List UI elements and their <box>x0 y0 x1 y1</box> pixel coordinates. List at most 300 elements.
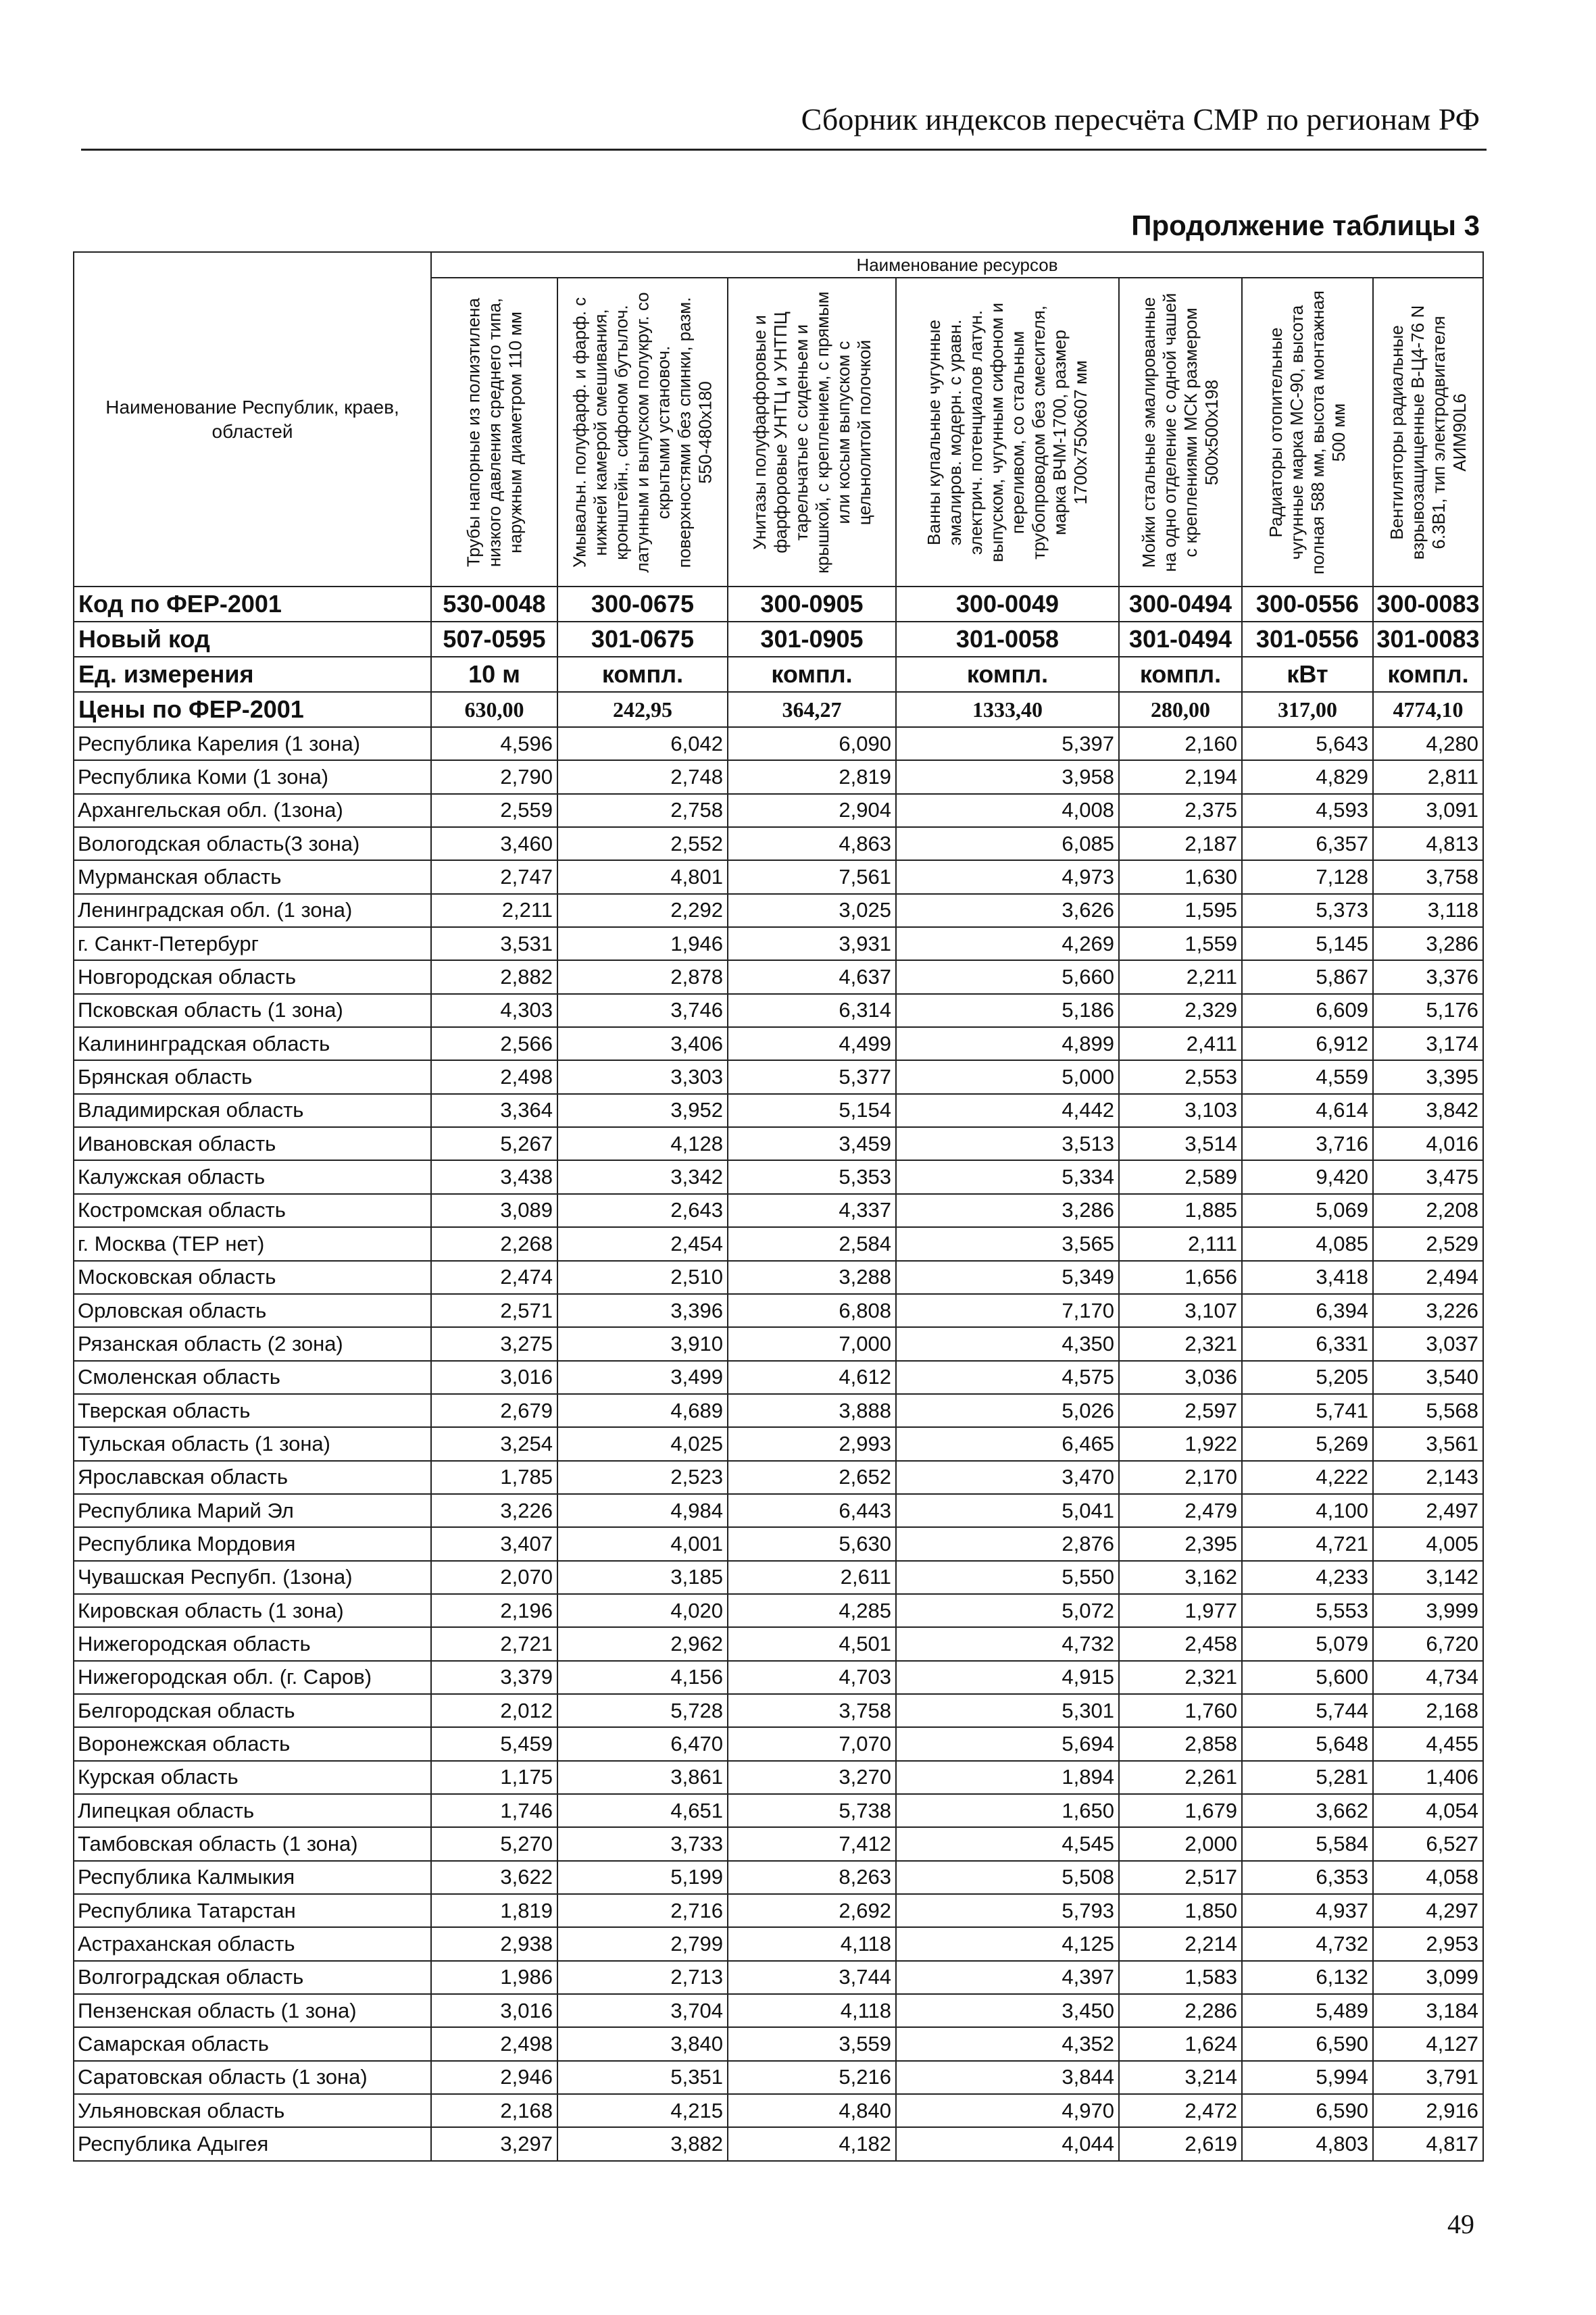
index-value: 2,584 <box>728 1227 896 1260</box>
index-value: 2,321 <box>1119 1661 1242 1694</box>
index-value: 2,619 <box>1119 2127 1242 2160</box>
index-value: 2,529 <box>1373 1227 1483 1260</box>
index-value: 4,182 <box>728 2127 896 2160</box>
region-name: Липецкая область <box>74 1794 431 1827</box>
region-name: Кировская область (1 зона) <box>74 1594 431 1627</box>
index-value: 4,915 <box>896 1661 1119 1694</box>
index-value: 3,396 <box>557 1294 728 1327</box>
index-value: 4,455 <box>1373 1727 1483 1760</box>
index-value: 3,418 <box>1242 1261 1373 1294</box>
new-code-cell: 301-0083 <box>1373 622 1483 657</box>
table-row <box>74 927 1483 960</box>
table-row <box>74 994 1483 1027</box>
index-value: 3,406 <box>557 1027 728 1060</box>
index-value: 2,643 <box>557 1194 728 1227</box>
index-value: 4,352 <box>896 2027 1119 2060</box>
index-value: 3,297 <box>431 2127 557 2160</box>
index-value: 4,732 <box>1242 1927 1373 1960</box>
table-row <box>74 1994 1483 2027</box>
resource-header-label: Вентиляторы радиальные взрывозащищенные В-Ц4-76 N 6.3В1, тип электродвигателя АИМ90L6 <box>1386 305 1470 559</box>
index-value: 4,442 <box>896 1094 1119 1127</box>
index-value: 4,596 <box>431 727 557 760</box>
region-name: Пензенская область (1 зона) <box>74 1994 431 2027</box>
index-value: 5,349 <box>896 1261 1119 1294</box>
table-row <box>74 1927 1483 1960</box>
index-value: 3,288 <box>728 1261 896 1294</box>
index-value: 2,819 <box>728 760 896 793</box>
index-value: 2,187 <box>1119 827 1242 860</box>
index-value: 2,611 <box>728 1561 896 1594</box>
index-value: 2,799 <box>557 1927 728 1960</box>
index-value: 2,748 <box>557 760 728 793</box>
index-value: 3,758 <box>728 1694 896 1727</box>
price-cell: 1333,40 <box>896 692 1119 727</box>
table-row <box>74 2127 1483 2160</box>
unit-cell: компл. <box>1373 657 1483 692</box>
index-value: 2,878 <box>557 960 728 993</box>
index-value: 4,545 <box>896 1827 1119 1860</box>
index-value: 5,000 <box>896 1060 1119 1093</box>
index-value: 3,758 <box>1373 860 1483 893</box>
code-cell: 300-0905 <box>728 587 896 622</box>
index-value: 3,882 <box>557 2127 728 2160</box>
index-value: 4,803 <box>1242 2127 1373 2160</box>
index-value: 2,454 <box>557 1227 728 1260</box>
index-value: 2,214 <box>1119 1927 1242 1960</box>
index-value: 2,790 <box>431 760 557 793</box>
unit-cell: компл. <box>1119 657 1242 692</box>
region-name: Костромская область <box>74 1194 431 1227</box>
index-value: 3,888 <box>728 1394 896 1427</box>
row-label: Новый код <box>74 622 431 657</box>
unit-cell: компл. <box>557 657 728 692</box>
index-value: 4,575 <box>896 1361 1119 1394</box>
index-value: 4,280 <box>1373 727 1483 760</box>
index-value: 3,999 <box>1373 1594 1483 1627</box>
price-cell: 280,00 <box>1119 692 1242 727</box>
index-value: 4,222 <box>1242 1461 1373 1494</box>
index-value: 1,595 <box>1119 894 1242 927</box>
index-value: 4,085 <box>1242 1227 1373 1260</box>
table-row <box>74 2061 1483 2094</box>
index-value: 4,297 <box>1373 1894 1483 1927</box>
index-value: 4,233 <box>1242 1561 1373 1594</box>
table-row <box>74 1160 1483 1193</box>
index-value: 2,474 <box>431 1261 557 1294</box>
index-value: 3,379 <box>431 1661 557 1694</box>
resource-header-label: Унитазы полуфарфоровые и фарфоровые УНТЦ и УНТПЦ тарельчатые с сиденьем и крышкой, с креплением, с прямым или косым выпуском с цельнолитой полочкой <box>749 291 874 574</box>
index-value: 5,216 <box>728 2061 896 2094</box>
index-value: 2,329 <box>1119 994 1242 1027</box>
table-row <box>74 1494 1483 1527</box>
index-value: 5,600 <box>1242 1661 1373 1694</box>
region-name: Брянская область <box>74 1060 431 1093</box>
new-code-cell: 507-0595 <box>431 622 557 657</box>
region-name: Республика Марий Эл <box>74 1494 431 1527</box>
table-row <box>74 794 1483 827</box>
index-value: 6,085 <box>896 827 1119 860</box>
index-value: 2,811 <box>1373 760 1483 793</box>
index-value: 4,501 <box>728 1627 896 1660</box>
code-cell: 300-0675 <box>557 587 728 622</box>
index-value: 2,747 <box>431 860 557 893</box>
unit-cell: 10 м <box>431 657 557 692</box>
region-name: Новгородская область <box>74 960 431 993</box>
index-value: 3,531 <box>431 927 557 960</box>
index-value: 6,353 <box>1242 1861 1373 1894</box>
index-value: 2,517 <box>1119 1861 1242 1894</box>
index-value: 6,090 <box>728 727 896 760</box>
index-value: 1,922 <box>1119 1427 1242 1460</box>
index-value: 1,819 <box>431 1894 557 1927</box>
index-value: 3,286 <box>896 1194 1119 1227</box>
index-value: 2,458 <box>1119 1627 1242 1660</box>
table-row <box>74 1594 1483 1627</box>
index-value: 4,058 <box>1373 1861 1483 1894</box>
index-value: 4,001 <box>557 1527 728 1560</box>
index-value: 5,694 <box>896 1727 1119 1760</box>
table-row <box>74 1361 1483 1394</box>
region-name: Тульская область (1 зона) <box>74 1427 431 1460</box>
region-name: Ульяновская область <box>74 2094 431 2127</box>
table-row <box>74 1394 1483 1427</box>
index-value: 4,614 <box>1242 1094 1373 1127</box>
index-value: 7,412 <box>728 1827 896 1860</box>
index-value: 5,738 <box>728 1794 896 1827</box>
region-name: Самарская область <box>74 2027 431 2060</box>
index-value: 3,364 <box>431 1094 557 1127</box>
index-value: 5,145 <box>1242 927 1373 960</box>
index-value: 4,025 <box>557 1427 728 1460</box>
index-value: 3,622 <box>431 1861 557 1894</box>
index-value: 2,211 <box>431 894 557 927</box>
index-value: 3,037 <box>1373 1327 1483 1360</box>
index-value: 3,016 <box>431 1994 557 2027</box>
region-name: Республика Мордовия <box>74 1527 431 1560</box>
unit-cell: компл. <box>728 657 896 692</box>
index-value: 2,904 <box>728 794 896 827</box>
index-value: 2,196 <box>431 1594 557 1627</box>
index-value: 3,958 <box>896 760 1119 793</box>
index-value: 4,637 <box>728 960 896 993</box>
index-value: 1,894 <box>896 1761 1119 1794</box>
index-value: 5,281 <box>1242 1761 1373 1794</box>
index-value: 4,215 <box>557 2094 728 2127</box>
region-name: Вологодская область(3 зона) <box>74 827 431 860</box>
index-value: 2,953 <box>1373 1927 1483 1960</box>
resource-header <box>431 278 557 587</box>
table-row <box>74 1827 1483 1860</box>
index-value: 4,008 <box>896 794 1119 827</box>
region-name: Ленинградская обл. (1 зона) <box>74 894 431 927</box>
index-value: 4,689 <box>557 1394 728 1427</box>
index-value: 4,734 <box>1373 1661 1483 1694</box>
index-value: 3,931 <box>728 927 896 960</box>
index-value: 2,000 <box>1119 1827 1242 1860</box>
index-value: 4,973 <box>896 860 1119 893</box>
index-value: 2,292 <box>557 894 728 927</box>
row-label: Ед. измерения <box>74 657 431 692</box>
index-value: 4,127 <box>1373 2027 1483 2060</box>
index-value: 2,882 <box>431 960 557 993</box>
region-name: г. Москва (ТЕР нет) <box>74 1227 431 1260</box>
index-value: 3,089 <box>431 1194 557 1227</box>
resource-header-label: Умывальн. полуфарф. и фарф. с нижней камерой смешивания, кронштейн., сифоном бутылоч. латунным и выпуском полукруг. со скрытыми установоч. поверхностями без спинки, разм. 550-480х180 <box>569 291 716 573</box>
index-value: 5,205 <box>1242 1361 1373 1394</box>
region-name: Нижегородская область <box>74 1627 431 1660</box>
index-value: 4,054 <box>1373 1794 1483 1827</box>
index-value: 5,176 <box>1373 994 1483 1027</box>
index-value: 2,993 <box>728 1427 896 1460</box>
index-value: 3,342 <box>557 1160 728 1193</box>
index-value: 5,267 <box>431 1127 557 1160</box>
index-value: 5,334 <box>896 1160 1119 1193</box>
index-value: 2,170 <box>1119 1461 1242 1494</box>
index-value: 5,648 <box>1242 1727 1373 1760</box>
index-value: 5,728 <box>557 1694 728 1727</box>
index-value: 5,377 <box>728 1060 896 1093</box>
index-value: 9,420 <box>1242 1160 1373 1193</box>
index-value: 3,459 <box>728 1127 896 1160</box>
index-value: 4,100 <box>1242 1494 1373 1527</box>
index-value: 6,042 <box>557 727 728 760</box>
index-value: 7,561 <box>728 860 896 893</box>
index-value: 6,590 <box>1242 2094 1373 2127</box>
index-value: 2,261 <box>1119 1761 1242 1794</box>
index-value: 2,498 <box>431 2027 557 2060</box>
table-row <box>74 1561 1483 1594</box>
index-value: 4,829 <box>1242 760 1373 793</box>
index-value: 2,758 <box>557 794 728 827</box>
index-value: 1,624 <box>1119 2027 1242 2060</box>
index-value: 3,844 <box>896 2061 1119 2094</box>
index-value: 3,475 <box>1373 1160 1483 1193</box>
index-value: 2,713 <box>557 1961 728 1994</box>
index-value: 5,508 <box>896 1861 1119 1894</box>
index-value: 3,395 <box>1373 1060 1483 1093</box>
index-value: 6,609 <box>1242 994 1373 1027</box>
region-name: Белгородская область <box>74 1694 431 1727</box>
index-value: 3,460 <box>431 827 557 860</box>
index-value: 2,566 <box>431 1027 557 1060</box>
index-value: 3,118 <box>1373 894 1483 927</box>
resource-header-label: Радиаторы отопительные чугунные марка МС-90, высота полная 588 мм, высота монтажная 500 мм <box>1266 290 1349 574</box>
index-value: 4,937 <box>1242 1894 1373 1927</box>
index-value: 4,397 <box>896 1961 1119 1994</box>
unit-row <box>74 657 1483 692</box>
index-value: 3,099 <box>1373 1961 1483 1994</box>
index-value: 1,679 <box>1119 1794 1242 1827</box>
region-name-header: Наименование Республик, краев, областей <box>74 252 431 587</box>
new-code-row <box>74 622 1483 657</box>
index-value: 3,303 <box>557 1060 728 1093</box>
table-row <box>74 1794 1483 1827</box>
index-value: 3,514 <box>1119 1127 1242 1160</box>
price-cell: 4774,10 <box>1373 692 1483 727</box>
index-value: 3,513 <box>896 1127 1119 1160</box>
new-code-cell: 301-0058 <box>896 622 1119 657</box>
index-value: 4,801 <box>557 860 728 893</box>
resource-header <box>1119 278 1242 587</box>
index-value: 6,808 <box>728 1294 896 1327</box>
index-value: 6,470 <box>557 1727 728 1760</box>
region-name: Тамбовская область (1 зона) <box>74 1827 431 1860</box>
index-value: 1,785 <box>431 1461 557 1494</box>
index-value: 1,850 <box>1119 1894 1242 1927</box>
table-row <box>74 1060 1483 1093</box>
index-value: 2,012 <box>431 1694 557 1727</box>
index-value: 4,350 <box>896 1327 1119 1360</box>
index-value: 4,156 <box>557 1661 728 1694</box>
code-cell: 530-0048 <box>431 587 557 622</box>
code-cell: 300-0049 <box>896 587 1119 622</box>
index-value: 3,626 <box>896 894 1119 927</box>
index-value: 2,479 <box>1119 1494 1242 1527</box>
index-value: 2,168 <box>1373 1694 1483 1727</box>
row-label: Код по ФЕР-2001 <box>74 587 431 622</box>
index-value: 3,565 <box>896 1227 1119 1260</box>
index-value: 4,817 <box>1373 2127 1483 2160</box>
row-label: Цены по ФЕР-2001 <box>74 692 431 727</box>
index-value: 3,910 <box>557 1327 728 1360</box>
page-number: 49 <box>1447 2209 1474 2239</box>
table-row <box>74 1527 1483 1560</box>
index-value: 4,285 <box>728 1594 896 1627</box>
index-value: 2,395 <box>1119 1527 1242 1560</box>
index-value: 5,643 <box>1242 727 1373 760</box>
region-name: Республика Коми (1 зона) <box>74 760 431 793</box>
index-value: 2,589 <box>1119 1160 1242 1193</box>
region-name: Архангельская обл. (1зона) <box>74 794 431 827</box>
table-row <box>74 1261 1483 1294</box>
index-value: 3,185 <box>557 1561 728 1594</box>
index-value: 6,132 <box>1242 1961 1373 1994</box>
region-name: Курская область <box>74 1761 431 1794</box>
index-value: 4,732 <box>896 1627 1119 1660</box>
table-row <box>74 1294 1483 1327</box>
index-value: 1,559 <box>1119 927 1242 960</box>
index-value: 2,375 <box>1119 794 1242 827</box>
index-value: 6,331 <box>1242 1327 1373 1360</box>
index-value: 3,470 <box>896 1461 1119 1494</box>
resource-header <box>1242 278 1373 587</box>
index-value: 6,465 <box>896 1427 1119 1460</box>
index-value: 4,118 <box>728 1927 896 1960</box>
table-row <box>74 1727 1483 1760</box>
index-value: 3,184 <box>1373 1994 1483 2027</box>
region-name: Владимирская область <box>74 1094 431 1127</box>
index-value: 3,733 <box>557 1827 728 1860</box>
index-value: 5,660 <box>896 960 1119 993</box>
index-value: 3,861 <box>557 1761 728 1794</box>
index-value: 3,561 <box>1373 1427 1483 1460</box>
index-value: 6,357 <box>1242 827 1373 860</box>
index-value: 5,584 <box>1242 1827 1373 1860</box>
index-value: 3,091 <box>1373 794 1483 827</box>
index-value: 2,472 <box>1119 2094 1242 2127</box>
index-value: 2,510 <box>557 1261 728 1294</box>
index-value: 5,630 <box>728 1527 896 1560</box>
index-value: 3,438 <box>431 1160 557 1193</box>
index-value: 3,270 <box>728 1761 896 1794</box>
index-value: 1,650 <box>896 1794 1119 1827</box>
table-row <box>74 1427 1483 1460</box>
index-value: 2,721 <box>431 1627 557 1660</box>
index-value: 3,174 <box>1373 1027 1483 1060</box>
price-cell: 242,95 <box>557 692 728 727</box>
new-code-cell: 301-0905 <box>728 622 896 657</box>
index-value: 5,397 <box>896 727 1119 760</box>
region-name: Псковская область (1 зона) <box>74 994 431 1027</box>
index-value: 6,720 <box>1373 1627 1483 1660</box>
index-value: 1,630 <box>1119 860 1242 893</box>
index-value: 5,741 <box>1242 1394 1373 1427</box>
index-value: 4,499 <box>728 1027 896 1060</box>
index-value: 3,842 <box>1373 1094 1483 1127</box>
index-value: 3,376 <box>1373 960 1483 993</box>
index-value: 2,168 <box>431 2094 557 2127</box>
index-value: 3,744 <box>728 1961 896 1994</box>
region-name: Тверская область <box>74 1394 431 1427</box>
table-row <box>74 1227 1483 1260</box>
table-row <box>74 1027 1483 1060</box>
table-row <box>74 1961 1483 1994</box>
index-value: 2,321 <box>1119 1327 1242 1360</box>
index-value: 2,571 <box>431 1294 557 1327</box>
index-value: 5,568 <box>1373 1394 1483 1427</box>
index-value: 6,590 <box>1242 2027 1373 2060</box>
resource-header-label: Трубы напорные из полиэтилена низкого давления среднего типа, наружным диаметром 110 мм <box>463 297 525 567</box>
index-value: 1,760 <box>1119 1694 1242 1727</box>
index-value: 4,125 <box>896 1927 1119 1960</box>
index-value: 5,793 <box>896 1894 1119 1927</box>
index-value: 5,867 <box>1242 960 1373 993</box>
index-value: 2,552 <box>557 827 728 860</box>
index-value: 3,540 <box>1373 1361 1483 1394</box>
index-value: 4,593 <box>1242 794 1373 827</box>
index-value: 2,716 <box>557 1894 728 1927</box>
index-value: 4,020 <box>557 1594 728 1627</box>
index-value: 1,885 <box>1119 1194 1242 1227</box>
header-title: Сборник индексов пересчёта СМР по регионам РФ <box>801 102 1480 136</box>
index-value: 3,162 <box>1119 1561 1242 1594</box>
region-name: Саратовская область (1 зона) <box>74 2061 431 2094</box>
index-value: 1,946 <box>557 927 728 960</box>
index-value: 5,489 <box>1242 1994 1373 2027</box>
table-row <box>74 827 1483 860</box>
table-row <box>74 1861 1483 1894</box>
region-name: Республика Карелия (1 зона) <box>74 727 431 760</box>
index-value: 2,268 <box>431 1227 557 1260</box>
table-row <box>74 2027 1483 2060</box>
index-value: 1,986 <box>431 1961 557 1994</box>
region-name: Московская область <box>74 1261 431 1294</box>
region-name: Калининградская область <box>74 1027 431 1060</box>
table-row <box>74 1461 1483 1494</box>
region-name: Рязанская область (2 зона) <box>74 1327 431 1360</box>
index-value: 5,744 <box>1242 1694 1373 1727</box>
index-value: 1,175 <box>431 1761 557 1794</box>
index-value: 4,303 <box>431 994 557 1027</box>
index-value: 2,497 <box>1373 1494 1483 1527</box>
index-value: 4,899 <box>896 1027 1119 1060</box>
index-value: 4,337 <box>728 1194 896 1227</box>
resource-header-label: Мойки стальные эмалированные на одно отделение с одной чашей с креплениями МСК размером 500х500х198 <box>1139 293 1222 572</box>
index-value: 2,494 <box>1373 1261 1483 1294</box>
index-value: 2,876 <box>896 1527 1119 1560</box>
index-value: 2,692 <box>728 1894 896 1927</box>
code-cell: 300-0083 <box>1373 587 1483 622</box>
